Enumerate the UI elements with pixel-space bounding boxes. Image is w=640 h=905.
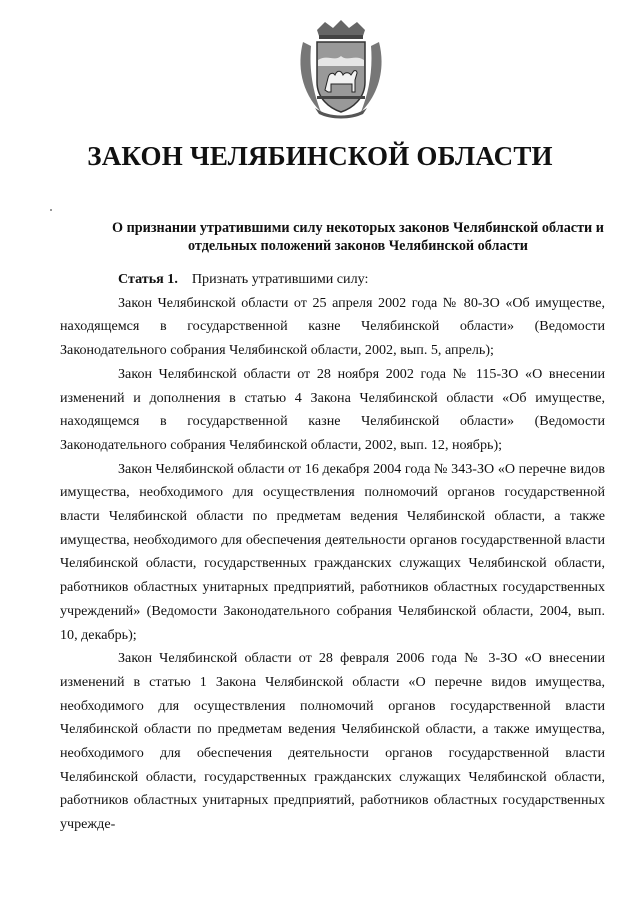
body-paragraph: Закон Челябинской области от 28 февраля 2006 года № 3-ЗО «О внесении изменений в статью 1 Закона Челябинской области «О перечне видов имущества, необходимого для осуществления полномочий органов государственной власти Челябинской области по предметам ведения Челябинской области, а также имущества, необходимого для обеспечения деятельности органов государственной власти Челябинской области, государственных гражданских служащих Челябинской области, работников областных унитарных предприятий, работников областных государственных учрежде- [60, 650, 605, 833]
chelyabinsk-coat-of-arms-icon [295, 20, 387, 120]
subtitle-line: О признании утратившими силу некоторых законов Челябинской области и [112, 220, 604, 236]
document-subtitle [108, 219, 608, 255]
body-paragraph: Закон Челябинской области от 28 ноября 2002 года № 115-ЗО «О внесении изменений и дополнения в статью 4 Закона Челябинской области «Об имуществе, находящемся в государственной казне Челябинской области» (Ведомости Законодательного собрания Челябинской области, 2002, вып. 12, ноябрь); [60, 365, 605, 453]
document-body [60, 268, 605, 837]
scan-speck [50, 209, 52, 211]
body-paragraph: Закон Челябинской области от 25 апреля 2002 года № 80-ЗО «Об имуществе, находящемся в государственной казне Челябинской области» (Ведомости Законодательного собрания Челябинской области, 2002, вып. 5, апрель); [60, 294, 605, 359]
document-title: ЗАКОН ЧЕЛЯБИНСКОЙ ОБЛАСТИ [87, 141, 553, 171]
subtitle-line: отдельных положений законов Челябинской области [188, 238, 528, 254]
article-label: Статья 1. [118, 271, 178, 287]
article-heading [60, 268, 605, 292]
article-lead: Признать утратившими силу: [191, 271, 369, 287]
body-paragraph: Закон Челябинской области от 16 декабря 2004 года № 343-ЗО «О перечне видов имущества, необходимого для осуществления полномочий органов государственной власти Челябинской области по предметам ведения Челябинской области, а также имущества, необходимого для обеспечения деятельности органов государственной власти Челябинской области, государственных гражданских служащих Челябинской области, работников областных унитарных предприятий, работников областных государственных учреждений» (Ведомости Законодательного собрания Челябинской области, 2004, вып. 10, декабрь); [60, 460, 605, 643]
